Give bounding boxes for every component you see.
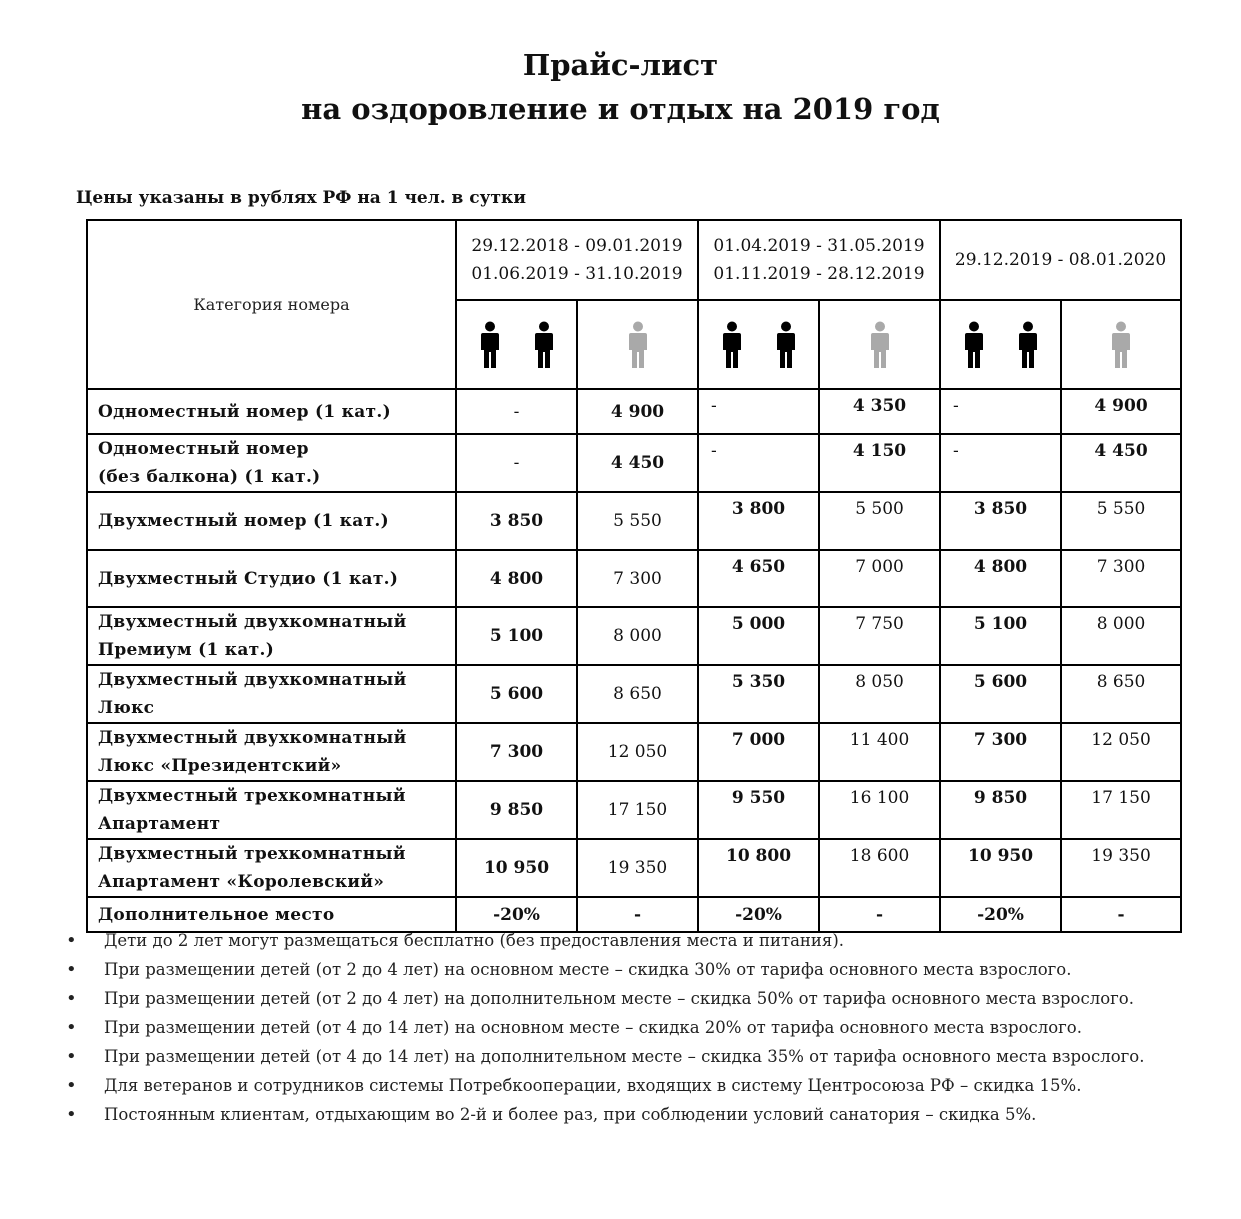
- room-category-line: Двухместный Студио (1 кат.): [98, 568, 399, 589]
- room-category-line: (без балкона) (1 кат.): [98, 467, 321, 487]
- person-icon: [628, 321, 648, 369]
- table-row: [87, 607, 1181, 665]
- room-category-line: Одноместный номер: [98, 439, 309, 459]
- price-cell: 17 150: [577, 781, 698, 839]
- price-cell: 5 100: [456, 607, 577, 665]
- period-3-line-1: 29.12.2019 - 08.01.2020: [954, 250, 1167, 270]
- single-person-icon-cell: [577, 300, 698, 389]
- price-cell: -: [1061, 897, 1181, 932]
- price-cell: 7 000: [698, 723, 819, 781]
- table-row: [87, 434, 1181, 492]
- room-category-cell: [87, 665, 456, 723]
- price-cell: 4 650: [698, 550, 819, 607]
- price-cell: 3 800: [698, 492, 819, 550]
- person-icon: [870, 321, 890, 369]
- room-category-line: Апартамент: [98, 814, 221, 834]
- price-cell: 3 850: [940, 492, 1061, 550]
- two-person-icon-cell: [456, 300, 577, 389]
- page-subtitle: на оздоровление и отдых на 2019 год: [301, 92, 940, 126]
- note-item: • Постоянным клиентам, отдыхающим во 2-й и более раз, при соблюдении условий санатория – скидка 5%.: [66, 1100, 1198, 1129]
- price-cell: 19 350: [577, 839, 698, 897]
- price-cell: 4 900: [1061, 389, 1181, 434]
- price-cell: -: [698, 389, 819, 434]
- table-row: [87, 492, 1181, 550]
- price-cell: -: [698, 434, 819, 492]
- person-icon: [964, 321, 984, 369]
- room-category-line: Люкс «Президентский»: [98, 756, 342, 776]
- price-cell: 12 050: [1061, 723, 1181, 781]
- price-cell: 4 450: [1061, 434, 1181, 492]
- person-icon: [480, 321, 500, 369]
- two-person-icon-cell: [940, 300, 1061, 389]
- price-cell: 7 300: [577, 550, 698, 607]
- note-item: • Дети до 2 лет могут размещаться бесплатно (без предоставления места и питания).: [66, 926, 1198, 955]
- room-category-cell: [87, 607, 456, 665]
- price-cell: 9 850: [456, 781, 577, 839]
- room-category-line: Двухместный двухкомнатный: [98, 728, 407, 748]
- price-cell: 19 350: [1061, 839, 1181, 897]
- price-cell: 5 600: [456, 665, 577, 723]
- price-cell: 4 350: [819, 389, 940, 434]
- price-cell: 5 350: [698, 665, 819, 723]
- table-row: [87, 550, 1181, 607]
- period-1-line-2: 01.06.2019 - 31.10.2019: [471, 264, 683, 284]
- price-cell: 7 300: [1061, 550, 1181, 607]
- price-cell: 12 050: [577, 723, 698, 781]
- price-cell: 5 100: [940, 607, 1061, 665]
- price-cell: 4 800: [940, 550, 1061, 607]
- room-category-line: Люкс: [98, 698, 155, 718]
- period-1-line-1: 29.12.2018 - 09.01.2019: [471, 236, 683, 256]
- price-cell: 17 150: [1061, 781, 1181, 839]
- page-title: Прайс-лист: [522, 48, 719, 82]
- room-category-cell: [87, 389, 456, 434]
- person-icon: [534, 321, 554, 369]
- person-icon: [1018, 321, 1038, 369]
- price-cell: -: [940, 434, 1061, 492]
- price-cell: -20%: [456, 897, 577, 932]
- price-cell: 8 000: [1061, 607, 1181, 665]
- room-category-cell: [87, 781, 456, 839]
- period-header-1: [456, 220, 698, 300]
- price-cell: -: [577, 897, 698, 932]
- price-cell: 18 600: [819, 839, 940, 897]
- price-cell: 7 750: [819, 607, 940, 665]
- price-cell: 8 050: [819, 665, 940, 723]
- price-cell: 5 500: [819, 492, 940, 550]
- room-category-cell: [87, 839, 456, 897]
- room-category-cell: [87, 492, 456, 550]
- price-cell: 7 000: [819, 550, 940, 607]
- person-icon: [722, 321, 742, 369]
- price-cell: -: [456, 389, 577, 434]
- room-category-line: Премиум (1 кат.): [98, 640, 275, 660]
- note-item: • При размещении детей (от 4 до 14 лет) на дополнительном месте – скидка 35% от тарифа основного места взрослого.: [66, 1042, 1198, 1071]
- price-cell: 5 600: [940, 665, 1061, 723]
- price-caption: Цены указаны в рублях РФ на 1 чел. в сутки: [76, 188, 526, 208]
- price-cell: 5 000: [698, 607, 819, 665]
- room-category-cell: [87, 434, 456, 492]
- price-cell: -20%: [940, 897, 1061, 932]
- price-cell: 4 150: [819, 434, 940, 492]
- price-cell: 10 800: [698, 839, 819, 897]
- single-person-icon-cell: [819, 300, 940, 389]
- note-item: • При размещении детей (от 2 до 4 лет) на дополнительном месте – скидка 50% от тарифа основного места взрослого.: [66, 984, 1198, 1013]
- price-cell: 8 650: [577, 665, 698, 723]
- single-person-icon-cell: [1061, 300, 1181, 389]
- person-icon: [1111, 321, 1131, 369]
- price-cell: 9 850: [940, 781, 1061, 839]
- price-cell: 10 950: [456, 839, 577, 897]
- note-item: • При размещении детей (от 2 до 4 лет) на основном месте – скидка 30% от тарифа основного места взрослого.: [66, 955, 1198, 984]
- price-cell: 16 100: [819, 781, 940, 839]
- price-cell: 9 550: [698, 781, 819, 839]
- table-row: [87, 723, 1181, 781]
- price-cell: 11 400: [819, 723, 940, 781]
- room-category-line: Двухместный трехкомнатный: [98, 844, 406, 864]
- room-category-line: Двухместный двухкомнатный: [98, 670, 407, 690]
- price-cell: -: [819, 897, 940, 932]
- room-category-line: Двухместный двухкомнатный: [98, 612, 407, 632]
- price-cell: -20%: [698, 897, 819, 932]
- price-cell: -: [940, 389, 1061, 434]
- price-cell: 10 950: [940, 839, 1061, 897]
- price-cell: 5 550: [577, 492, 698, 550]
- period-2-line-2: 01.11.2019 - 28.12.2019: [713, 264, 925, 284]
- room-category-cell: [87, 723, 456, 781]
- price-cell: 8 650: [1061, 665, 1181, 723]
- price-cell: 5 550: [1061, 492, 1181, 550]
- table-row: [87, 781, 1181, 839]
- price-table: [86, 219, 1182, 933]
- two-person-icon-cell: [698, 300, 819, 389]
- price-cell: 8 000: [577, 607, 698, 665]
- table-row: [87, 839, 1181, 897]
- price-cell: 4 800: [456, 550, 577, 607]
- price-cell: -: [456, 434, 577, 492]
- period-header-2: [698, 220, 940, 300]
- person-icon: [776, 321, 796, 369]
- category-header: Категория номера: [87, 220, 456, 389]
- room-category-line: Апартамент «Королевский»: [98, 872, 385, 892]
- price-cell: 4 900: [577, 389, 698, 434]
- room-category-cell: [87, 550, 456, 607]
- period-header-3: [940, 220, 1181, 300]
- table-row: [87, 665, 1181, 723]
- price-cell: 4 450: [577, 434, 698, 492]
- room-category-line: Дополнительное место: [98, 904, 335, 925]
- notes-list: [66, 926, 1198, 1129]
- room-category-line: Двухместный номер (1 кат.): [98, 511, 389, 531]
- period-2-line-1: 01.04.2019 - 31.05.2019: [713, 236, 925, 256]
- note-item: • Для ветеранов и сотрудников системы Потребкооперации, входящих в систему Центросоюза РФ – скидка 15%.: [66, 1071, 1198, 1100]
- room-category-line: Одноместный номер (1 кат.): [98, 401, 391, 422]
- table-row: [87, 389, 1181, 434]
- room-category-line: Двухместный трехкомнатный: [98, 786, 406, 806]
- price-cell: 7 300: [456, 723, 577, 781]
- note-item: • При размещении детей (от 4 до 14 лет) на основном месте – скидка 20% от тарифа основного места взрослого.: [66, 1013, 1198, 1042]
- price-cell: 3 850: [456, 492, 577, 550]
- price-cell: 7 300: [940, 723, 1061, 781]
